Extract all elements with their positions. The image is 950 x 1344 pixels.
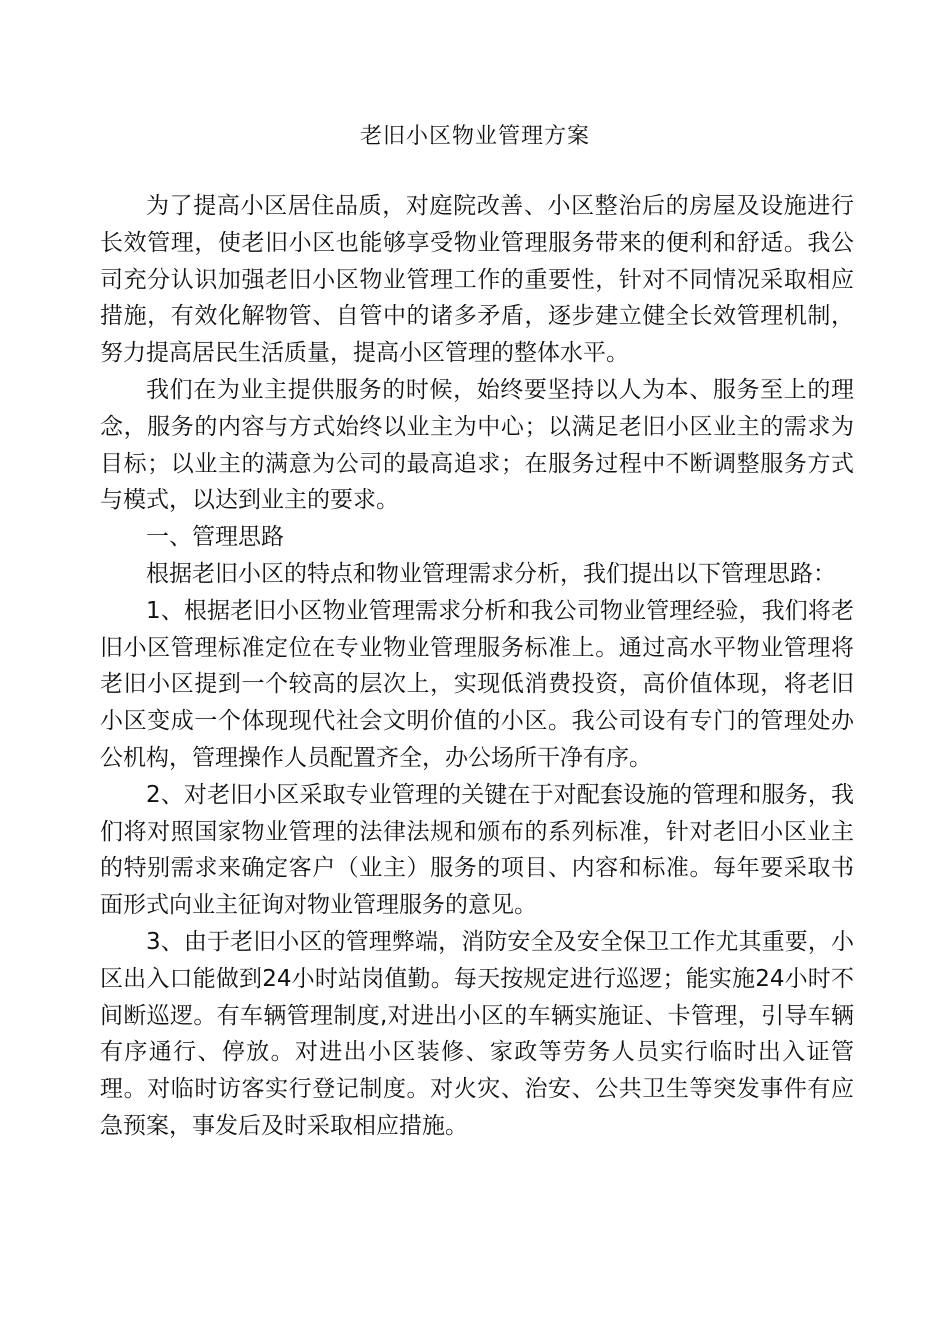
- document-title: 老旧小区物业管理方案: [359, 124, 590, 149]
- paragraph-point-2: 2、对老旧小区采取专业管理的关键在于对配套设施的管理和服务，我们将对照国家物业管理的法律法规和颁布的系列标准，针对老旧小区业主的特别需求来确定客户（业主）服务的项目、内容和标准。每年要采取书面形式向业主征询对物业管理服务的意见。: [100, 781, 854, 919]
- paragraph-point-3: 3、由于老旧小区的管理弊端，消防安全及安全保卫工作尤其重要，小区出入口能做到24小时站岗值勤。每天按规定进行巡逻；能实施24小时不间断巡逻。有车辆管理制度,对进出小区的车辆实施证、卡管理，引导车辆有序通行、停放。对进出小区装修、家政等劳务人员实行临时出入证管理。对临时访客实行登记制度。对火灾、治安、公共卫生等突发事件有应急预案，事发后及时采取相应措施。: [100, 928, 854, 1139]
- section-heading-management-approach: 一、管理思路: [146, 524, 284, 551]
- paragraph-point-1: 1、根据老旧小区物业管理需求分析和我公司物业管理经验，我们将老旧小区管理标准定位在专业物业管理服务标准上。通过高水平物业管理将老旧小区提到一个较高的层次上，实现低消费投资，高价值体现，将老旧小区变成一个体现现代社会文明价值的小区。我公司设有专门的管理处办公机构，管理操作人员配置齐全，办公场所干净有序。: [100, 597, 854, 771]
- paragraph-service-philosophy: 我们在为业主提供服务的时候，始终要坚持以人为本、服务至上的理念，服务的内容与方式始终以业主为中心；以满足老旧小区业主的需求为目标；以业主的满意为公司的最高追求；在服务过程中不断调整服务方式与模式，以达到业主的要求。: [100, 376, 854, 514]
- document-body: [100, 188, 854, 1145]
- paragraph-intro: 为了提高小区居住品质，对庭院改善、小区整治后的房屋及设施进行长效管理，使老旧小区也能够享受物业管理服务带来的便利和舒适。我公司充分认识加强老旧小区物业管理工作的重要性，针对不同情况采取相应措施，有效化解物管、自管中的诸多矛盾，逐步建立健全长效管理机制，努力提高居民生活质量，提高小区管理的整体水平。: [100, 193, 854, 367]
- paragraph-approach-intro: 根据老旧小区的特点和物业管理需求分析，我们提出以下管理思路：: [146, 560, 836, 587]
